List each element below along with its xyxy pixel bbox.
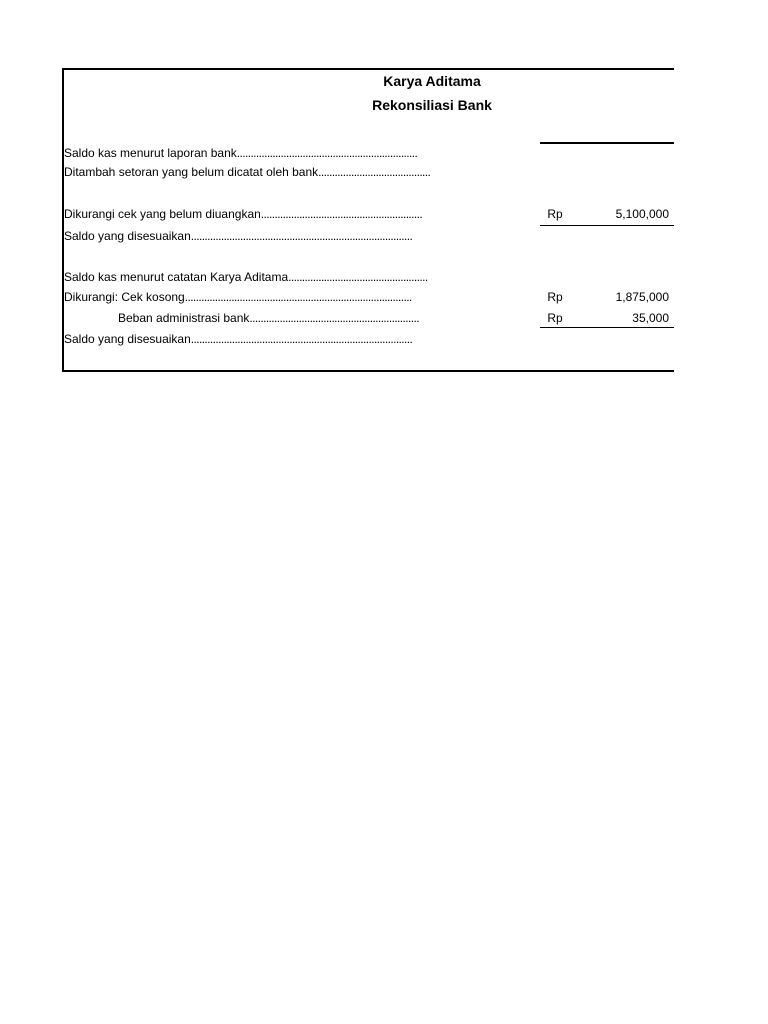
row-label: Saldo yang disesuaikan: [64, 229, 191, 243]
bottom-border: [62, 370, 674, 372]
leader-dots: ...................................................: [288, 270, 428, 284]
bank-reconciliation-sheet: [62, 68, 674, 372]
currency-label: Rp: [547, 207, 563, 221]
list-item: [64, 228, 412, 244]
leader-dots: .................................................................................: [190, 332, 413, 346]
amount-underline: [540, 327, 674, 328]
leader-dots: .........................................: [318, 165, 431, 179]
currency-label: Rp: [547, 311, 563, 325]
amount-underline: [540, 225, 674, 226]
leader-dots: ...................................................................................: [184, 290, 412, 304]
top-border: [62, 68, 674, 70]
report-title: Rekonsiliasi Bank: [372, 97, 492, 113]
leader-dots: ...........................................................: [260, 207, 423, 221]
currency-label: Rp: [547, 290, 563, 304]
row-label: Beban administrasi bank: [118, 311, 250, 325]
header-divider: [540, 142, 674, 144]
list-item: [64, 145, 417, 161]
leader-dots: ..................................................................: [236, 146, 418, 160]
row-label: Saldo kas menurut laporan bank: [64, 146, 237, 160]
list-item: [64, 331, 412, 347]
amount-value: 1,875,000: [615, 290, 669, 304]
amount-value: 35,000: [632, 311, 669, 325]
list-item: [118, 310, 419, 326]
company-name: Karya Aditama: [383, 73, 481, 89]
leader-dots: ..............................................................: [249, 311, 419, 325]
row-label: Ditambah setoran yang belum dicatat oleh bank: [64, 165, 319, 179]
list-item: [64, 289, 412, 305]
row-label: Saldo kas menurut catatan Karya Aditama: [64, 270, 289, 284]
list-item: [64, 269, 428, 285]
row-label: Dikurangi cek yang belum diuangkan: [64, 207, 261, 221]
row-label: Dikurangi: Cek kosong: [64, 290, 185, 304]
list-item: [64, 206, 422, 222]
leader-dots: .................................................................................: [190, 229, 413, 243]
list-item: [64, 164, 430, 180]
amount-value: 5,100,000: [615, 207, 669, 221]
row-label: Saldo yang disesuaikan: [64, 332, 191, 346]
